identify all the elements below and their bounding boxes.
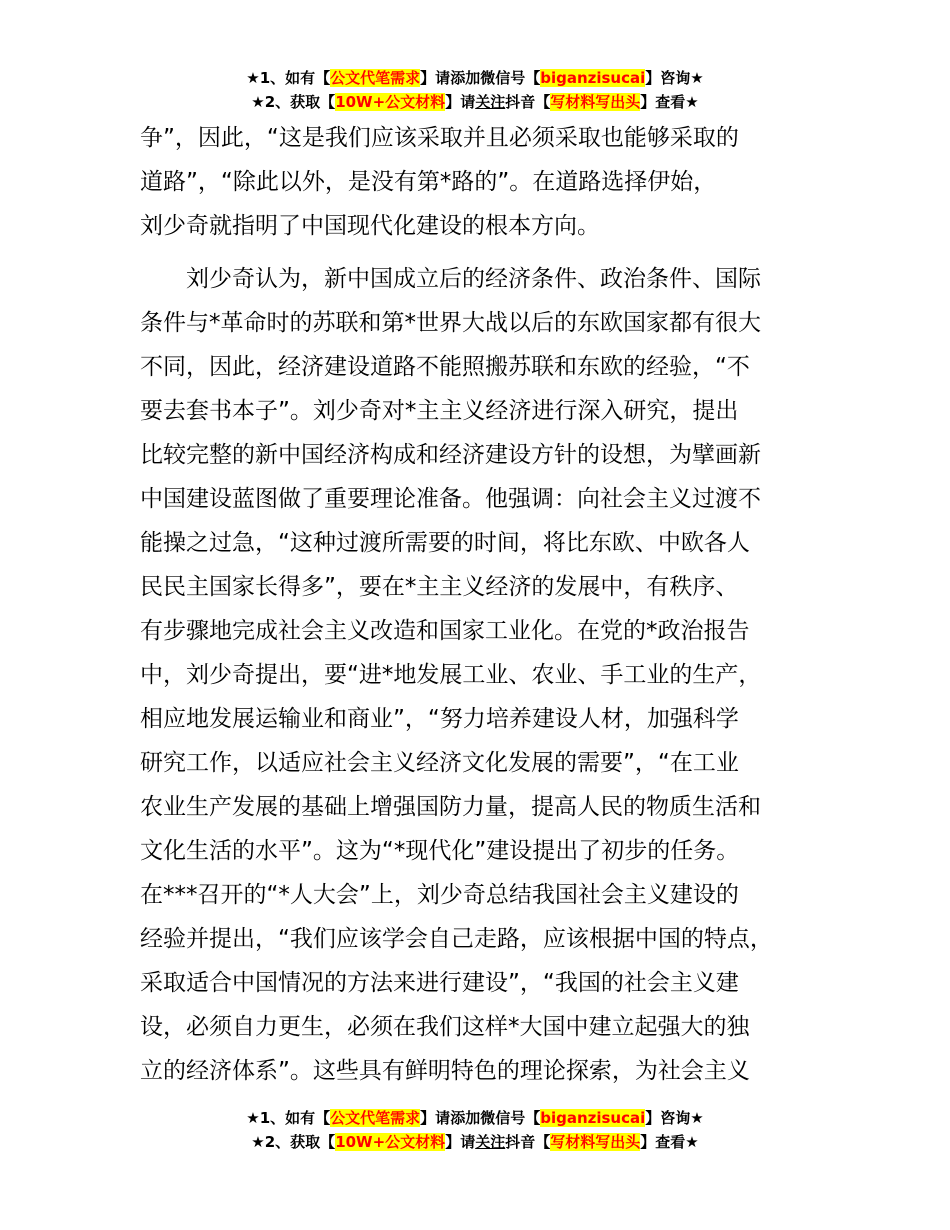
highlight-douyin-account: 写材料写出头: [550, 93, 641, 111]
text-line: 农业生产发展的基础上增强国防力量，提高人民的物质生活和: [140, 794, 761, 820]
banner-line-2: [0, 90, 950, 114]
text-line: 采取适合中国情况的方法来进行建设”，“我国的社会主义建: [140, 970, 739, 996]
banner-text: 抖音【: [505, 93, 551, 111]
text-line: 中，刘少奇提出，要“进*地发展工业、农业、手工业的生产，: [140, 662, 762, 688]
banner-text: 】查看★: [640, 1133, 699, 1151]
text-line: 经验并提出，“我们应该学会自己走路，应该根据中国的特点，: [140, 926, 773, 952]
banner-text: 】请: [445, 93, 476, 111]
banner-text: 】咨询★: [645, 1109, 704, 1127]
banner-text: 】请: [420, 1109, 451, 1127]
highlight-service: 公文代笔需求: [330, 1109, 421, 1127]
text-line: 在***召开的“*人大会”上，刘少奇总结我国社会主义建设的: [140, 882, 739, 908]
banner-text: 微信号【: [480, 1109, 541, 1127]
text-line: 争”，因此，“这是我们应该采取并且必须采取也能够采取的: [140, 125, 739, 151]
highlight-douyin-account: 写材料写出头: [550, 1133, 641, 1151]
banner-line-1: [0, 66, 950, 90]
text-line: 刘少奇认为，新中国成立后的经济条件、政治条件、国际: [186, 266, 761, 292]
text-line: 研究工作，以适应社会主义经济文化发展的需要”，“在工业: [140, 750, 739, 776]
banner-text: 2、获取【: [264, 1133, 336, 1151]
highlight-wechat-id: biganzisucai: [540, 69, 646, 87]
text-line: 设，必须自力更生，必须在我们这样*大国中建立起强大的独: [140, 1014, 750, 1040]
banner-text: 】请: [445, 1133, 476, 1151]
header-banner: [0, 66, 950, 114]
text-line: 要去套书本子”。刘少奇对*主主义经济进行深入研究，提出: [140, 398, 739, 424]
highlight-materials: 10W+公文材料: [335, 1133, 446, 1151]
banner-line-1: [0, 1106, 950, 1130]
text-line: 中国建设蓝图做了重要理论准备。他强调：向社会主义过渡不: [140, 486, 761, 512]
highlight-wechat-id: biganzisucai: [540, 1109, 646, 1127]
banner-text: 1、如有【: [259, 69, 331, 87]
banner-emphasis: 关注: [475, 1133, 506, 1151]
text-line: 民民主国家长得多”，要在*主主义经济的发展中，有秩序、: [140, 574, 739, 600]
document-body: [140, 116, 840, 1093]
text-line: 比较完整的新中国经济构成和经济建设方针的设想，为擘画新: [140, 442, 761, 468]
banner-text: 】咨询★: [645, 69, 704, 87]
banner-emphasis: 添加: [450, 69, 481, 87]
text-line: 有步骤地完成社会主义改造和国家工业化。在党的*政治报告: [140, 618, 750, 644]
footer-banner: [0, 1106, 950, 1154]
banner-text: 】请: [420, 69, 451, 87]
text-line: 立的经济体系”。这些具有鲜明特色的理论探索，为社会主义: [140, 1058, 750, 1084]
banner-emphasis: 关注: [475, 93, 506, 111]
text-line: 不同，因此，经济建设道路不能照搬苏联和东欧的经验，“不: [140, 354, 750, 380]
text-line: 刘少奇就指明了中国现代化建设的根本方向。: [140, 213, 600, 239]
banner-line-2: [0, 1130, 950, 1154]
text-line: 道路”，“除此以外，是没有第*路的”。在道路选择伊始，: [140, 169, 717, 195]
highlight-service: 公文代笔需求: [330, 69, 421, 87]
highlight-materials: 10W+公文材料: [335, 93, 446, 111]
banner-emphasis: 添加: [450, 1109, 481, 1127]
star-icon: ★: [246, 69, 260, 87]
banner-text: 1、如有【: [259, 1109, 331, 1127]
paragraph-1: [140, 116, 840, 248]
banner-text: 2、获取【: [264, 93, 336, 111]
star-icon: ★: [251, 1133, 265, 1151]
star-icon: ★: [251, 93, 265, 111]
banner-text: 抖音【: [505, 1133, 551, 1151]
text-line: 能操之过急，“这种过渡所需要的时间，将比东欧、中欧各人: [140, 530, 750, 556]
paragraph-2: [140, 257, 840, 1093]
text-line: 条件与*革命时的苏联和第*世界大战以后的东欧国家都有很大: [140, 310, 761, 336]
star-icon: ★: [246, 1109, 260, 1127]
text-line: 相应地发展运输业和商业”，“努力培养建设人材，加强科学: [140, 706, 739, 732]
banner-text: 微信号【: [480, 69, 541, 87]
text-line: 文化生活的水平”。这为“*现代化”建设提出了初步的任务。: [140, 838, 740, 864]
banner-text: 】查看★: [640, 93, 699, 111]
